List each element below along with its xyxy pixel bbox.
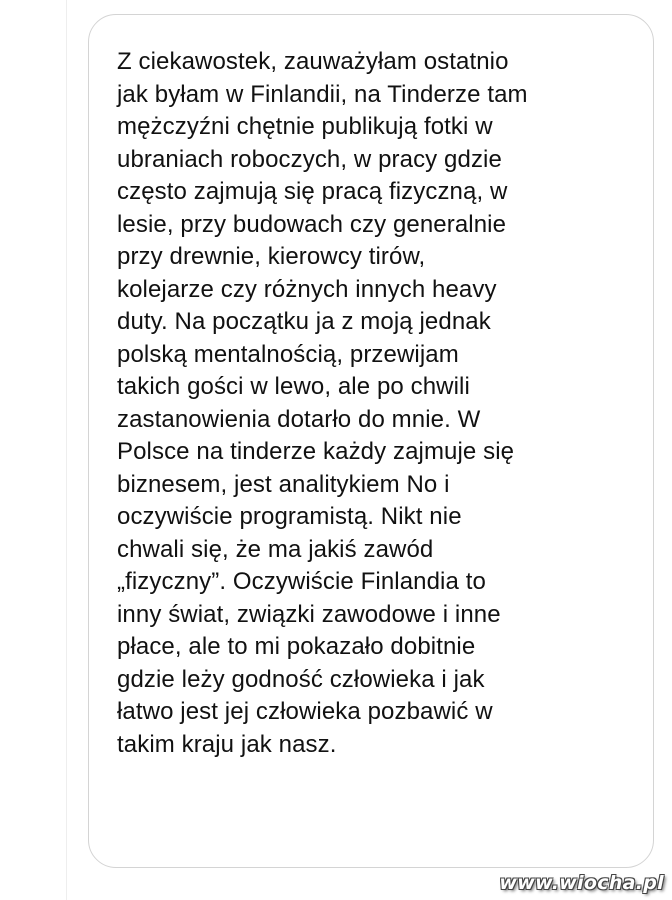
- message-line: lesie, przy budowach czy generalnie: [117, 210, 507, 238]
- message-line: łatwo jest jej człowieka pozbawić w: [117, 698, 493, 725]
- message-line: duty. Na początku ja z moją jednak: [117, 308, 491, 335]
- message-line: przy drewnie, kierowcy tirów,: [117, 243, 426, 270]
- message-line: gdzie leży godność człowieka i jak: [117, 665, 485, 693]
- message-line: płace, ale to mi pokazało dobitnie: [117, 633, 476, 660]
- page-divider: [66, 0, 67, 900]
- message-line: takim kraju jak nasz.: [117, 730, 337, 758]
- message-line: zastanowienia dotarło do mnie. W: [117, 405, 481, 433]
- message-line: Polsce na tinderze każdy zajmuje się: [117, 438, 515, 465]
- message-line: często zajmują się pracą fizyczną, w: [117, 178, 508, 205]
- site-watermark: www.wiocha.pl: [499, 872, 664, 894]
- message-bubble: [88, 14, 654, 868]
- message-line: polską mentalnością, przewijam: [117, 340, 459, 368]
- message-line: chwali się, że ma jakiś zawód: [117, 535, 434, 563]
- message-line: ubraniach roboczych, w pracy gdzie: [117, 145, 502, 173]
- message-line: biznesem, jest analitykiem No i: [117, 470, 450, 498]
- message-text: [117, 46, 639, 761]
- message-line: oczywiście programistą. Nikt nie: [117, 503, 462, 530]
- message-line: „fizyczny”. Oczywiście Finlandia to: [117, 568, 486, 595]
- message-line: jak byłam w Finlandii, na Tinderze tam: [117, 80, 528, 108]
- message-line: Z ciekawostek, zauważyłam ostatnio: [117, 48, 509, 75]
- message-line: mężczyźni chętnie publikują fotki w: [117, 113, 493, 140]
- message-line: kolejarze czy różnych innych heavy: [117, 275, 497, 303]
- message-line: inny świat, związki zawodowe i inne: [117, 600, 501, 628]
- message-line: takich gości w lewo, ale po chwili: [117, 373, 470, 400]
